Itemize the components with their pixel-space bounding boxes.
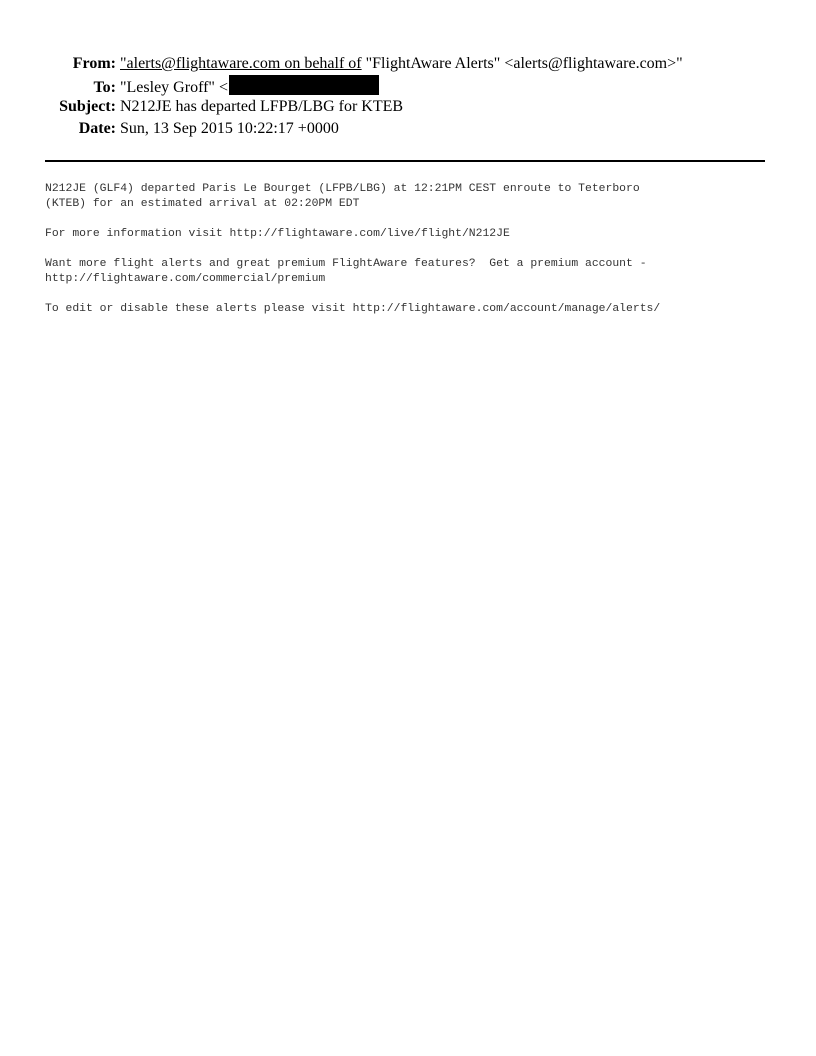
from-label: From: bbox=[72, 55, 116, 72]
from-row bbox=[0, 53, 816, 75]
header-divider bbox=[45, 160, 765, 162]
redaction-box bbox=[229, 75, 379, 95]
email-body bbox=[45, 182, 775, 332]
date-row bbox=[0, 118, 816, 140]
from-sender-link[interactable]: "alerts@flightaware.com on behalf of bbox=[120, 55, 362, 72]
manage-alerts-paragraph: To edit or disable these alerts please visit http://flightaware.com/account/manage/alerts/ bbox=[45, 303, 661, 315]
from-value bbox=[120, 53, 683, 75]
to-recipient: "Lesley Groff" < bbox=[120, 78, 228, 96]
more-info-paragraph: For more information visit http://flightaware.com/live/flight/N212JE bbox=[45, 228, 510, 240]
premium-paragraph: Want more flight alerts and great premium FlightAware features? Get a premium account - http://flightaware.com/commercial/premium bbox=[45, 258, 647, 285]
from-sender-rest: "FlightAware Alerts" <alerts@flightaware.com>" bbox=[361, 55, 683, 72]
subject-row bbox=[0, 96, 816, 118]
subject-value: N212JE has departed LFPB/LBG for KTEB bbox=[120, 98, 404, 115]
to-value bbox=[120, 75, 379, 99]
departure-paragraph: N212JE (GLF4) departed Paris Le Bourget (LFPB/LBG) at 12:21PM CEST enroute to Teterboro (KTEB) for an estimated arrival at 02:20PM EDT bbox=[45, 183, 640, 210]
date-value: Sun, 13 Sep 2015 10:22:17 +0000 bbox=[120, 119, 339, 137]
to-row bbox=[0, 75, 816, 97]
to-label: To: bbox=[93, 78, 116, 96]
subject-label: Subject: bbox=[59, 98, 116, 115]
email-headers bbox=[0, 53, 816, 139]
date-label: Date: bbox=[78, 119, 116, 137]
